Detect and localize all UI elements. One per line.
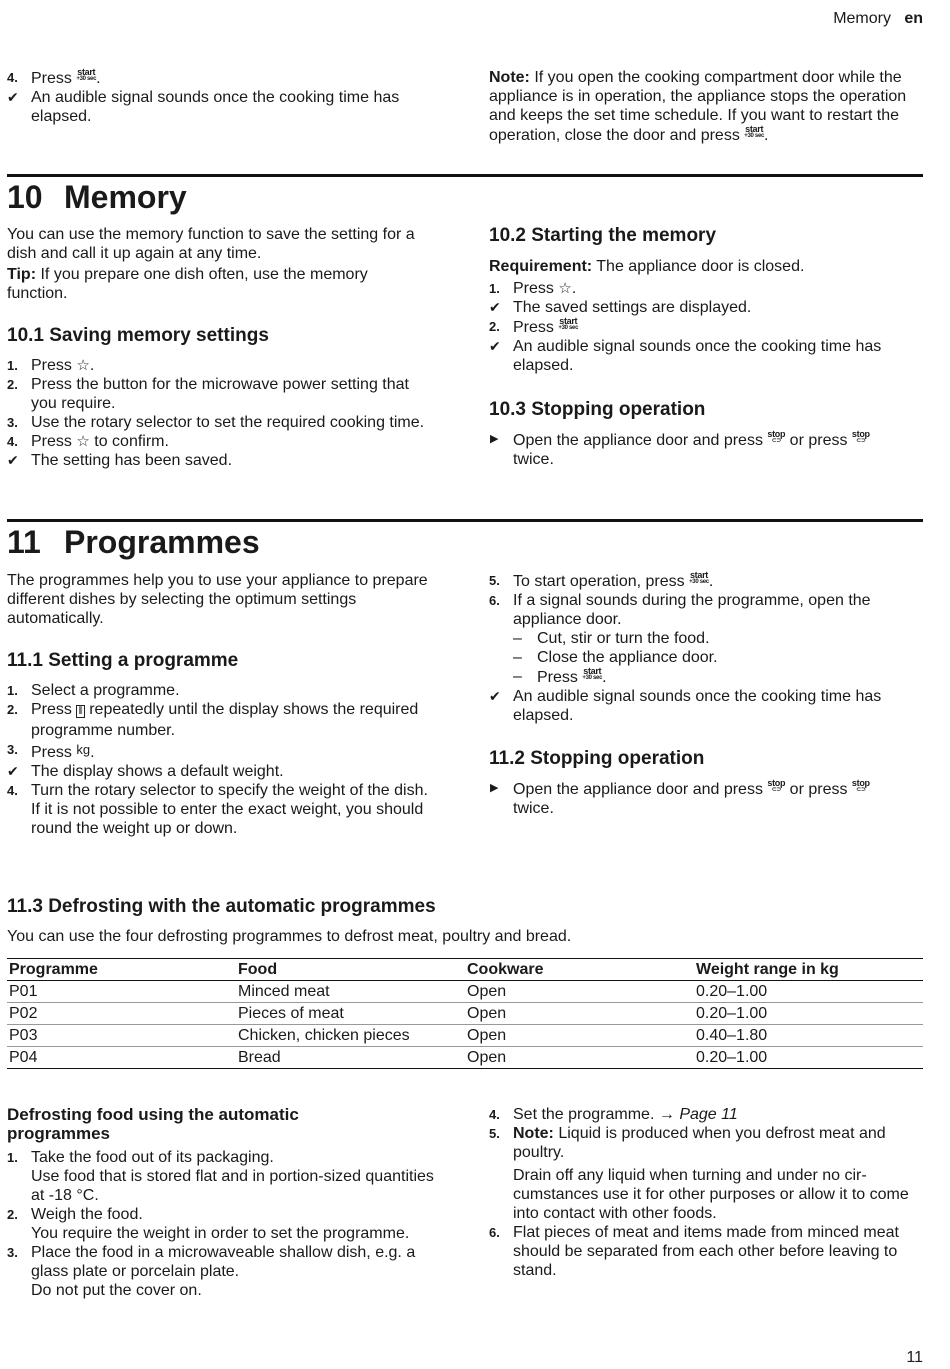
table-cell: Chicken, chicken pieces (236, 1025, 465, 1047)
triangle-bullet-icon: ▶ (490, 782, 499, 794)
star-icon: ☆ (76, 433, 90, 450)
check-icon: ✔ (7, 89, 19, 105)
programme-run-steps (489, 571, 914, 725)
table-cell: P03 (7, 1025, 236, 1047)
table-cell: Open (465, 981, 694, 1003)
list-item: 3. Use the rotary selector to set the required cooking time. (7, 414, 425, 431)
section-title: 10.1 Saving memory settings (7, 325, 269, 346)
table-cell: 0.20–1.00 (694, 1003, 923, 1025)
list-item: ✔ The setting has been saved. (7, 452, 233, 469)
start-30sec-icon: start +30 sec (582, 666, 603, 681)
subsection-heading: Defrosting food using the automatic programmes (7, 1105, 299, 1143)
table-cell: P04 (7, 1047, 236, 1069)
table-cell: Open (465, 1003, 694, 1025)
note-body: Drain off any liquid when turning and under no circumstances use it for other purposes or allow it to come into contact with other foods. (513, 1167, 909, 1222)
stop-icon: stop ⊂⊃ (767, 778, 786, 793)
list-item: 1. Select a programme. (7, 682, 180, 699)
column-header: Programme (7, 959, 236, 981)
table-cell: P01 (7, 981, 236, 1003)
page-number: 11 (906, 1349, 923, 1366)
list-item: ✔ The saved settings are displayed. (489, 299, 752, 316)
column-header: Weight range in kg (694, 959, 923, 981)
list-item: 4. Press start +30 sec . (7, 67, 101, 87)
table-cell: Open (465, 1025, 694, 1047)
list-item: ▶ Open the appliance door and press stop ⊂⊃ or press stop ⊂⊃ twice. (490, 429, 870, 468)
top-steps (7, 68, 417, 126)
section-title: 11.3 Defrosting with the automatic programmes (7, 896, 436, 917)
star-icon: ☆ (76, 357, 90, 374)
list-item: 5. To start operation, press start +30 sec . (489, 570, 714, 590)
programmes-intro: The programmes help you to use your appliance to prepare different dishes by selecting the optimum settings automatically. (7, 572, 428, 627)
list-item: ✔ An audible signal sounds once the cooking time has elapsed. (489, 688, 882, 724)
kg-icon: kg (76, 742, 91, 757)
check-icon: ✔ (489, 299, 501, 315)
list-item: 6. If a signal sounds during the programme, open the appliance door. (489, 592, 871, 628)
list-item: – Press start +30 sec . (513, 666, 607, 686)
list-item: 4. Set the programme. → Page 11 (489, 1106, 738, 1123)
check-icon: ✔ (489, 338, 501, 354)
list-item: – Cut, stir or turn the food. (513, 630, 710, 647)
stop-icon: stop ⊂⊃ (767, 429, 786, 444)
list-item: 6. Flat pieces of meat and items made from minced meat should be separated from each other before leaving to stand. (489, 1224, 899, 1279)
memory-tip: Tip: If you prepare one dish often, use the memory function. (7, 266, 368, 302)
table-cell: 0.20–1.00 (694, 1047, 923, 1069)
defrost-intro: You can use the four defrosting programmes to defrost meat, poultry and bread. (7, 928, 572, 945)
list-item: ✔ An audible signal sounds once the cooking time has elapsed. (7, 89, 400, 125)
list-item: 4. Turn the rotary selector to specify the weight of the dish. If it is not possible to enter the exact weight, you should round the weight up or down. (7, 782, 428, 837)
column-header: Cookware (465, 959, 694, 981)
list-item: ✔ An audible signal sounds once the cooking time has elapsed. (489, 338, 882, 374)
triangle-bullet-icon: ▶ (490, 433, 499, 445)
stop-icon: stop ⊂⊃ (851, 429, 870, 444)
chapter-title-memory: 10 Memory (7, 179, 187, 215)
list-item: ✔ The display shows a default weight. (7, 763, 284, 780)
list-item: 2. Weigh the food. You require the weight in order to set the programme. (7, 1206, 410, 1242)
table-cell: Open (465, 1047, 694, 1069)
table-cell: 0.40–1.80 (694, 1025, 923, 1047)
list-item: 1. Press ☆. (489, 280, 577, 297)
running-header (833, 10, 923, 28)
table-cell: P02 (7, 1003, 236, 1025)
column-header: Food (236, 959, 465, 981)
list-item: 5. Note: Liquid is produced when you defrost meat and poultry. Drain off any liquid when turning and under no circumstances use it for other purposes or allow it to come into contact with other foods. (489, 1124, 914, 1223)
note-paragraph: Note: If you open the cooking compartment door while the appliance is in operation, the appliance stops the operation and keeps the set time schedule. If you want to restart the operation, close the door and press start +30 sec . (489, 69, 907, 144)
start-30sec-icon: start +30 sec (689, 570, 709, 585)
list-item: 4. Press ☆ to confirm. (7, 433, 169, 450)
section-title: 11.2 Stopping operation (489, 748, 705, 769)
chapter-rule (7, 174, 923, 177)
stop-icon: stop ⊂⊃ (851, 778, 870, 793)
check-icon: ✔ (7, 452, 19, 468)
header-language: en (904, 10, 923, 27)
chapter-rule (7, 519, 923, 522)
list-item: 1. Take the food out of its packaging. Use food that is stored flat and in portion-sized quantities at -18 °C. (7, 1149, 434, 1204)
start-30sec-icon: start +30 sec (76, 67, 97, 82)
stopping-steps (489, 430, 909, 469)
table-row (7, 1025, 923, 1047)
list-item: 2. Press ⦀ repeatedly until the display shows the required programme number. (7, 701, 419, 739)
defrost-steps-right (489, 1105, 914, 1280)
arrow-icon: → (658, 1106, 675, 1123)
page-reference-link[interactable]: Page 11 (679, 1106, 738, 1123)
list-item: ▶ Open the appliance door and press stop ⊂⊃ or press stop ⊂⊃ twice. (490, 778, 870, 817)
setting-programme-steps (7, 681, 432, 838)
table-header-row (7, 959, 923, 981)
starting-memory-steps (489, 279, 909, 375)
list-item: – Close the appliance door. (513, 649, 718, 666)
check-icon: ✔ (7, 763, 19, 779)
chapter-title-programmes: 11 Programmes (7, 524, 260, 560)
list-item: 3. Press kg. (7, 742, 95, 761)
check-icon: ✔ (489, 688, 501, 704)
table-cell: Minced meat (236, 981, 465, 1003)
start-30sec-icon: start +30 sec (744, 124, 765, 139)
table-cell: Pieces of meat (236, 1003, 465, 1025)
memory-intro: You can use the memory function to save the setting for a dish and call it up again at any time. (7, 226, 415, 262)
table-row (7, 981, 923, 1003)
section-title: 10.3 Stopping operation (489, 399, 706, 420)
programme-icon: ⦀ (78, 706, 83, 717)
table-cell: Bread (236, 1047, 465, 1069)
section-title: 10.2 Starting the memory (489, 225, 717, 246)
saving-memory-steps (7, 356, 427, 470)
list-item: 3. Place the food in a microwaveable shallow dish, e.g. a glass plate or porcelain plate. Do not put the cover on. (7, 1244, 416, 1299)
table-row (7, 1047, 923, 1069)
defrost-steps-left (7, 1148, 442, 1300)
requirement: Requirement: The appliance door is closed. (489, 258, 805, 275)
list-item: 2. Press start +30 sec (489, 316, 579, 336)
table-row (7, 1003, 923, 1025)
list-item: 2. Press the button for the microwave power setting that you require. (7, 376, 409, 412)
stopping-steps (489, 779, 909, 818)
list-item: 1. Press ☆. (7, 357, 95, 374)
section-title: 11.1 Setting a programme (7, 650, 239, 671)
header-section: Memory (833, 10, 891, 27)
star-icon: ☆ (558, 280, 572, 297)
table-cell: 0.20–1.00 (694, 981, 923, 1003)
defrost-table (7, 958, 923, 1069)
start-30sec-icon: start +30 sec (558, 316, 579, 331)
